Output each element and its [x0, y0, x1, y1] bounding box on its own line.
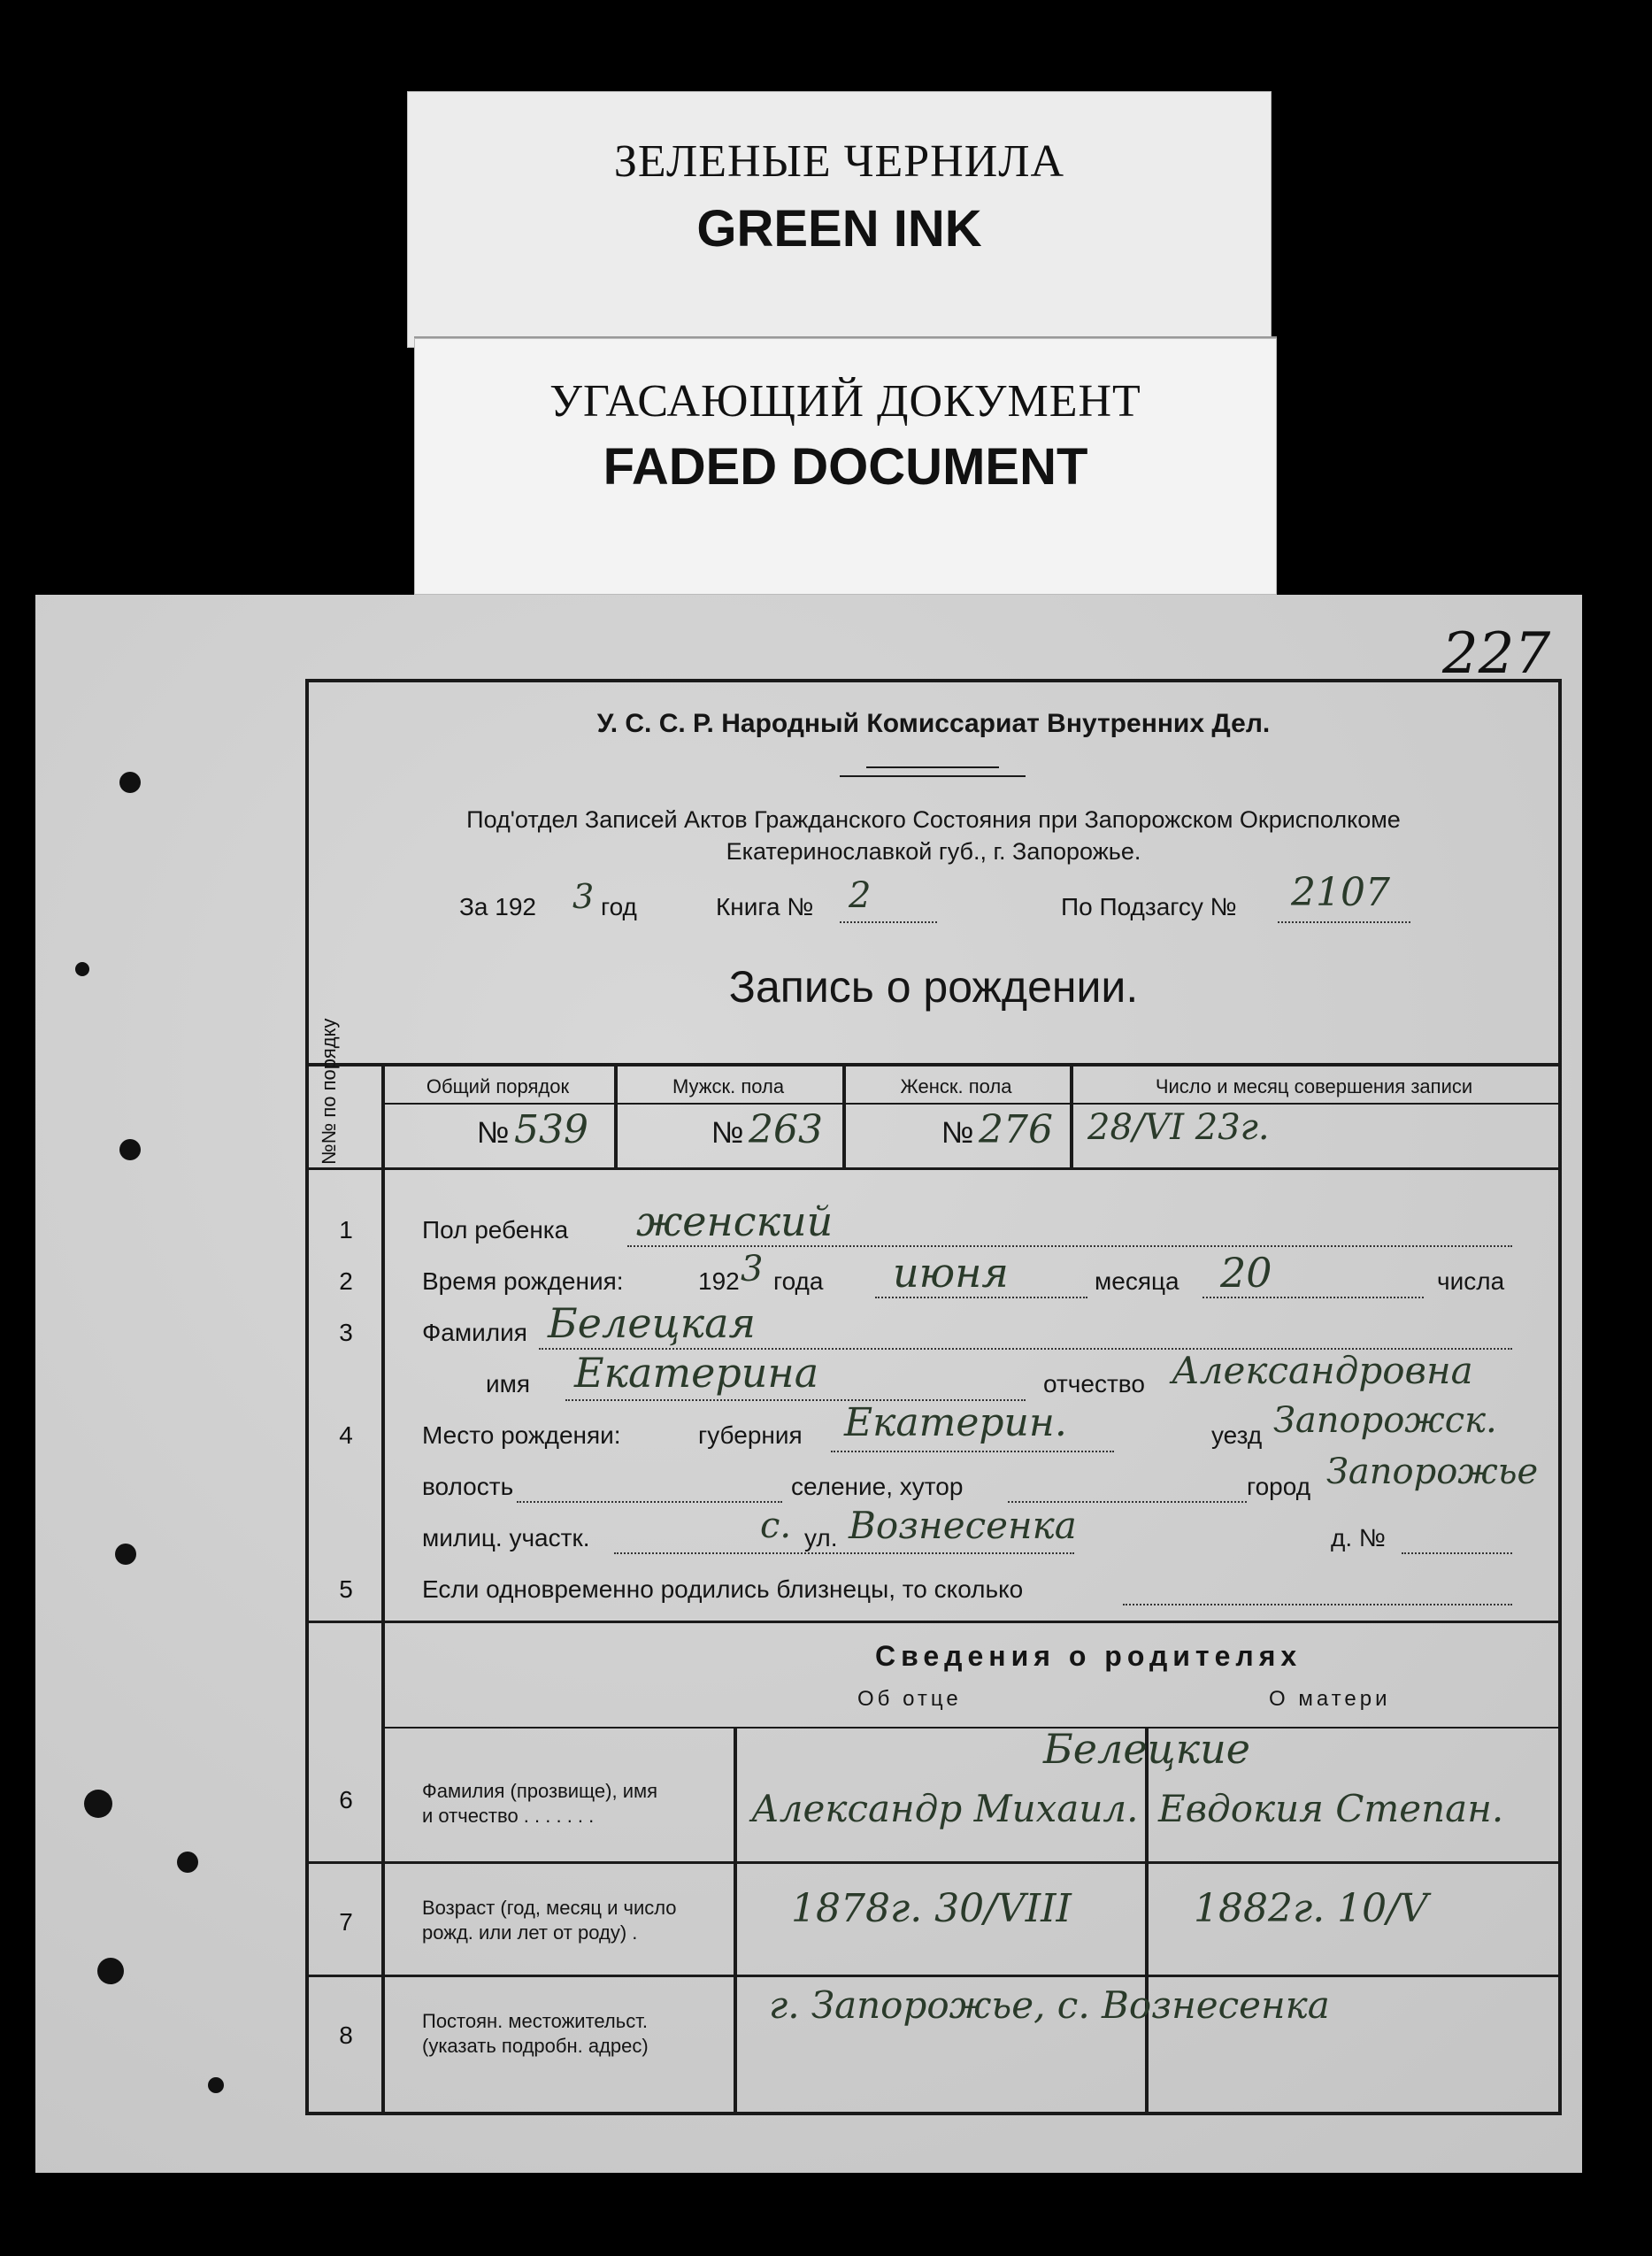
patronymic-value: Александровна: [1172, 1349, 1473, 1392]
table-line: [1145, 1727, 1149, 2112]
year-value: 3: [572, 877, 595, 916]
table-line: [309, 1167, 1558, 1170]
selenie-label: селение, хутор: [791, 1473, 964, 1500]
header-ministry: У. С. С. Р. Народный Комиссариат Внутренних Дел.: [596, 709, 1271, 738]
punch-hole: [97, 1958, 124, 1984]
green-ink-label-card: [407, 91, 1272, 348]
fill-line: [875, 1297, 1087, 1298]
volost-label: волость: [422, 1473, 514, 1500]
fill-line: [627, 1245, 1512, 1247]
fill-line: [831, 1451, 1114, 1452]
col-record-date: Число и месяц совершения записи: [1155, 1075, 1473, 1097]
col-male: Мужск. пола: [672, 1075, 785, 1097]
female-value: 276: [979, 1107, 1053, 1152]
general-order-prefix: №: [477, 1116, 510, 1150]
gorod-value: Запорожье: [1326, 1451, 1539, 1492]
parent-name-label-2: и отчество . . . . . . .: [422, 1805, 595, 1827]
header-department: Под'отдел Записей Актов Гражданского Состояния при Запорожском Окрисполкоме: [466, 806, 1401, 833]
table-line: [734, 1727, 737, 2112]
mother-header: О матери: [1269, 1687, 1391, 1711]
table-line: [309, 1621, 1558, 1623]
name-label: имя: [486, 1370, 531, 1397]
birth-year-prefix: 192: [698, 1267, 740, 1295]
row-number: 5: [339, 1575, 353, 1603]
row-number: 6: [339, 1786, 353, 1813]
residence-label: Постоян. местожительст.: [422, 2010, 648, 2032]
fill-line: [1008, 1501, 1247, 1503]
green-ink-english: GREEN INK: [696, 200, 982, 258]
general-order-value: 539: [514, 1107, 588, 1152]
book-line: [840, 921, 937, 923]
table-line: [309, 1063, 1558, 1066]
punch-hole: [119, 772, 141, 793]
street-value: Вознесенка: [849, 1504, 1077, 1547]
milits-label: милиц. участк.: [422, 1524, 590, 1551]
faded-document-label-card: [414, 336, 1277, 595]
patronymic-label: отчество: [1043, 1370, 1145, 1397]
row-number-header: №№ по порядку: [318, 1018, 340, 1165]
faded-document-russian: УГАСАЮЩИЙ ДОКУМЕНТ: [549, 376, 1141, 427]
table-line: [309, 1861, 1558, 1864]
place-label: Место рожденяи:: [422, 1421, 621, 1449]
father-age: 1878г. 30/VIII: [791, 1886, 1072, 1931]
gub-label: губерния: [698, 1421, 803, 1449]
residence-label-2: (указать подробн. адрес): [422, 2035, 649, 2057]
birth-year-value: 3: [741, 1249, 764, 1290]
gorod-label: город: [1247, 1473, 1311, 1500]
row-number: 4: [339, 1421, 353, 1449]
fill-line: [614, 1552, 1074, 1554]
sex-value: женский: [636, 1197, 834, 1245]
header-location: Екатеринославкой губ., г. Запорожье.: [726, 838, 1141, 865]
mother-name: Евдокия Степан.: [1158, 1787, 1504, 1830]
mother-age: 1882г. 10/V: [1194, 1886, 1428, 1931]
father-name: Александр Михаил.: [751, 1787, 1139, 1830]
table-line: [381, 1103, 1558, 1105]
subsection-line: [1278, 921, 1410, 923]
fill-line: [517, 1501, 782, 1503]
row-number: 1: [339, 1216, 353, 1243]
uezd-value: Запорожск.: [1273, 1400, 1497, 1441]
uezd-label: уезд: [1211, 1421, 1263, 1449]
subsection-label: По Подзагсу №: [1061, 893, 1237, 920]
punch-hole: [177, 1852, 198, 1873]
punch-hole: [75, 962, 89, 976]
name-value: Екатерина: [574, 1349, 819, 1397]
form-title: Запись о рождении.: [728, 962, 1139, 1012]
age-label-2: рожд. или лет от роду) .: [422, 1921, 638, 1944]
divider: [866, 766, 999, 768]
year-word: года: [773, 1267, 824, 1295]
parents-surname: Белецкие: [1043, 1725, 1250, 1773]
fill-line: [1203, 1297, 1424, 1298]
birth-label: Время рождения:: [422, 1267, 624, 1295]
street-prefix: с.: [760, 1505, 792, 1546]
gub-value: Екатерин.: [844, 1400, 1067, 1445]
birth-month-value: июня: [893, 1249, 1009, 1297]
col-female: Женск. пола: [900, 1075, 1012, 1097]
male-prefix: №: [711, 1116, 744, 1150]
row-number: 3: [339, 1319, 353, 1346]
year-label: За 192: [459, 893, 536, 920]
street-label: ул.: [804, 1524, 838, 1551]
book-label: Книга №: [716, 893, 814, 920]
punch-hole: [84, 1790, 112, 1818]
punch-hole: [208, 2077, 224, 2093]
faded-document-english: FADED DOCUMENT: [603, 438, 1088, 496]
row-number: 2: [339, 1267, 353, 1295]
record-date-value: 28/VI 23г.: [1087, 1107, 1270, 1148]
age-label: Возраст (год, месяц и число: [422, 1897, 677, 1919]
birth-record-form: [35, 595, 1582, 2173]
book-number: 2: [849, 875, 872, 916]
house-label: д. №: [1331, 1524, 1386, 1551]
twins-label: Если одновременно родились близнецы, то сколько: [422, 1575, 1024, 1603]
father-header: Об отце: [857, 1687, 962, 1711]
residence-value: г. Запорожье, с. Вознесенка: [769, 1983, 1330, 2027]
form-frame: [305, 679, 1562, 2115]
table-line: [309, 1975, 1558, 1977]
punch-hole: [115, 1544, 136, 1565]
table-line: [381, 1063, 385, 2112]
fill-line: [1123, 1604, 1512, 1605]
birth-day-value: 20: [1220, 1249, 1272, 1297]
parents-title: Сведения о родителях: [875, 1640, 1302, 1672]
male-value: 263: [749, 1107, 823, 1152]
page-number: 227: [1442, 621, 1551, 687]
surname-label: Фамилия: [422, 1319, 527, 1346]
table-line: [381, 1727, 1558, 1729]
green-ink-russian: ЗЕЛЕНЫЕ ЧЕРНИЛА: [613, 136, 1065, 187]
month-word: месяца: [1095, 1267, 1179, 1295]
parent-name-label: Фамилия (прозвище), имя: [422, 1780, 658, 1802]
surname-value: Белецкая: [548, 1299, 756, 1347]
subsection-number: 2107: [1291, 870, 1390, 915]
row-number: 7: [339, 1908, 353, 1936]
sex-label: Пол ребенка: [422, 1216, 569, 1243]
female-prefix: №: [941, 1116, 974, 1150]
row-number: 8: [339, 2021, 353, 2049]
year-suffix: год: [601, 893, 637, 920]
fill-line: [1402, 1552, 1512, 1554]
day-word: числа: [1437, 1267, 1505, 1295]
divider: [840, 775, 1026, 777]
punch-hole: [119, 1139, 141, 1160]
col-general-order: Общий порядок: [426, 1075, 570, 1097]
